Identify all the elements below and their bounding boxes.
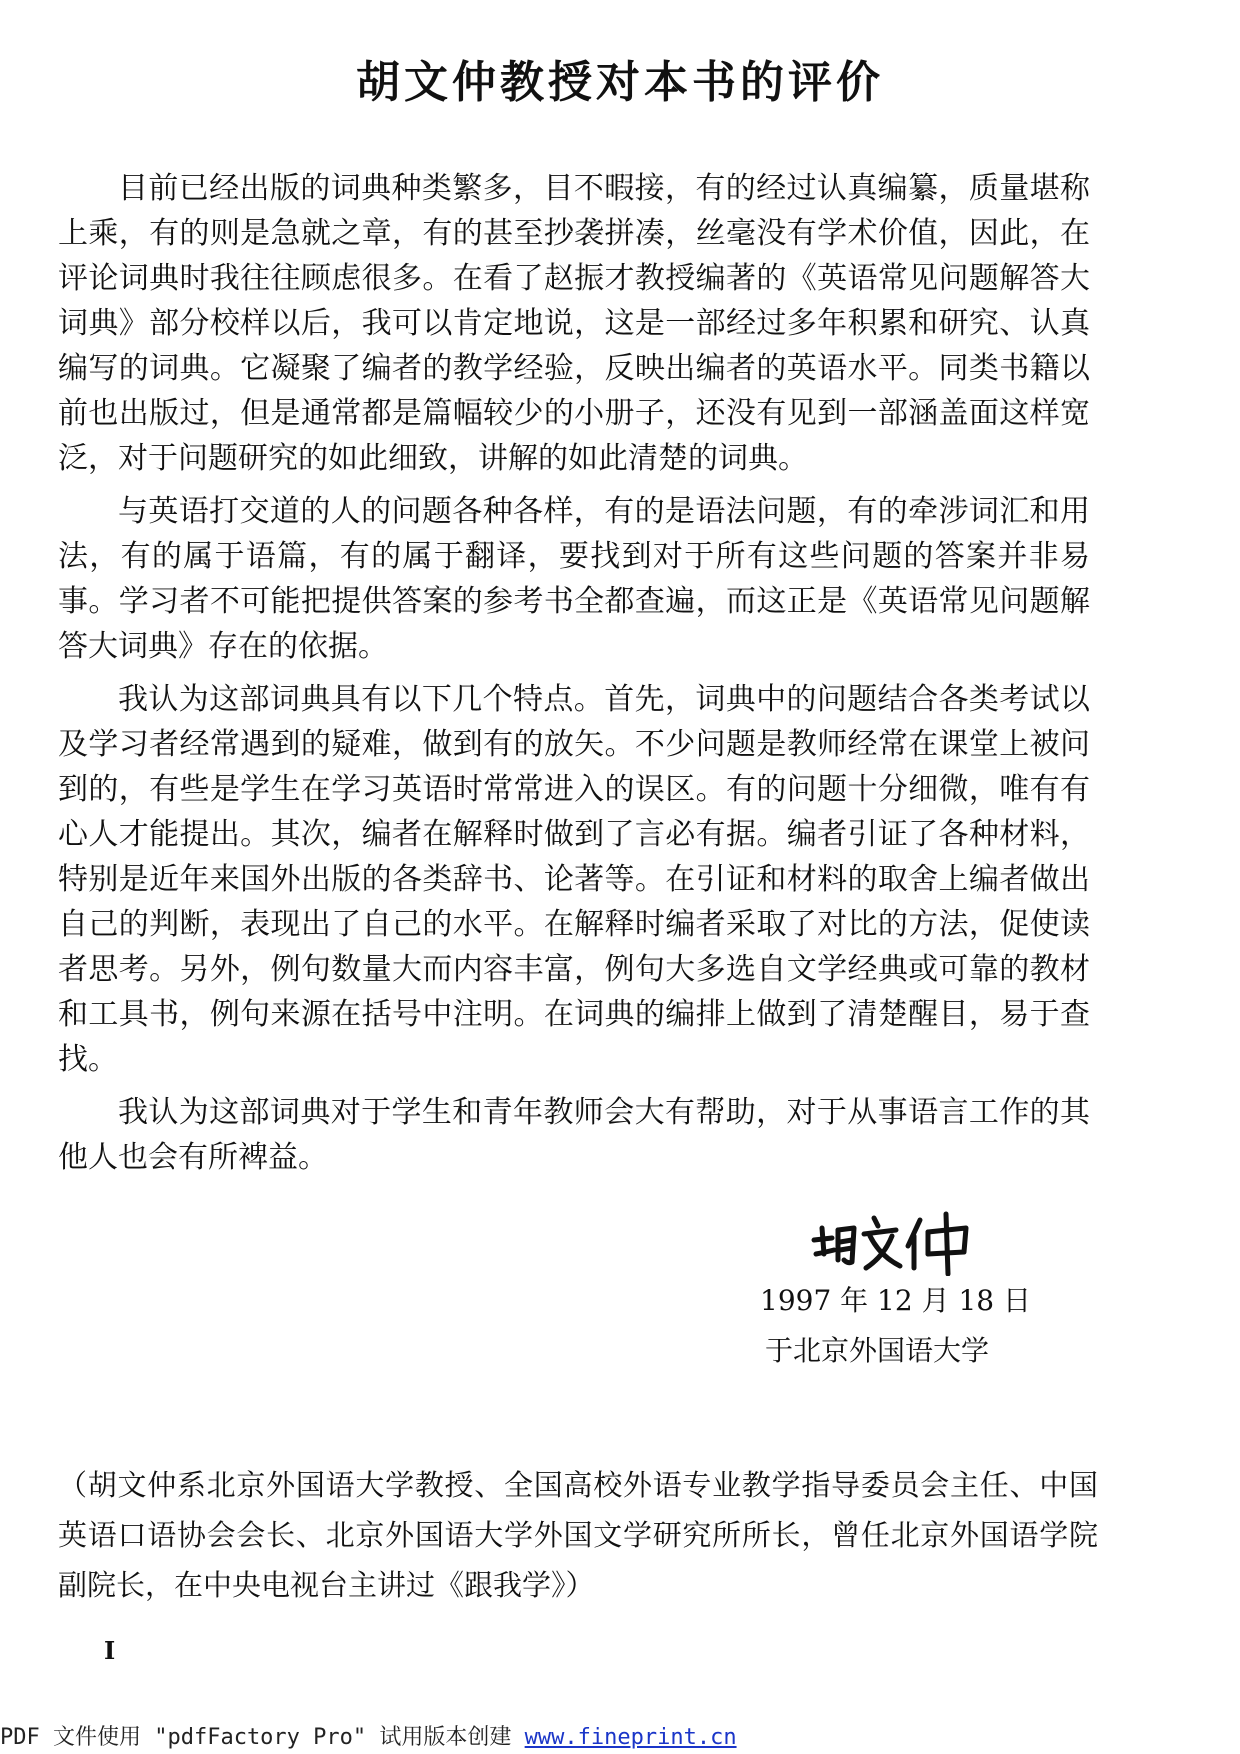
signature-block [760,1210,1090,1376]
pdf-footer [0,1720,737,1751]
paragraph-2: 与英语打交道的人的问题各种各样，有的是语法问题，有的牵涉词汇和用法，有的属于语篇，有的属于翻译，要找到对于所有这些问题的答案并非易事。学习者不可能把提供答案的参考书全都查遍，而这正是《英语常见问题解答大词典》存在的依据。 [58,494,1090,664]
body-text [58,166,1090,1188]
page-number: I [104,1636,116,1665]
paragraph-3: 我认为这部词典具有以下几个特点。首先，词典中的问题结合各类考试以及学习者经常遇到的疑难，做到有的放矢。不少问题是教师经常在课堂上被问到的，有些是学生在学习英语时常常进入的误区。有的问题十分细微，唯有有心人才能提出。其次，编者在解释时做到了言必有据。编者引证了各种材料，特别是近年来国外出版的各类辞书、论著等。在引证和材料的取舍上编者做出自己的判断，表现出了自己的水平。在解释时编者采取了对比的方法，促使读者思考。另外，例句数量大而内容丰富，例句大多选自文学经典或可靠的教材和工具书，例句来源在括号中注明。在词典的编排上做到了清楚醒目，易于查找。 [58,682,1090,1077]
signature-place: 于北京外国语大学 [765,1334,990,1367]
paragraph-4: 我认为这部词典对于学生和青年教师会大有帮助，对于从事语言工作的其他人也会有所裨益。 [58,1095,1090,1175]
footer-link[interactable]: www.fineprint.cn [524,1725,737,1750]
signature-date: 1997 年 12 月 18 日 [760,1284,1032,1317]
page-title: 胡文仲教授对本书的评价 [356,57,884,108]
handwritten-signature [808,1210,998,1276]
footer-text: PDF 文件使用 "pdfFactory Pro" 试用版本创建 [0,1725,525,1750]
author-note: （胡文仲系北京外国语大学教授、全国高校外语专业教学指导委员会主任、中国英语口语协会会长、北京外国语大学外国文学研究所所长，曾任北京外国语学院副院长，在中央电视台主讲过《跟我学》） [58,1468,1098,1602]
paragraph-1: 目前已经出版的词典种类繁多，目不暇接，有的经过认真编纂，质量堪称上乘，有的则是急就之章，有的甚至抄袭拼凑，丝毫没有学术价值，因此，在评论词典时我往往顾虑很多。在看了赵振才教授编著的《英语常见问题解答大词典》部分校样以后，我可以肯定地说，这是一部经过多年积累和研究、认真编写的词典。它凝聚了编者的教学经验，反映出编者的英语水平。同类书籍以前也出版过，但是通常都是篇幅较少的小册子，还没有见到一部涵盖面这样宽泛，对于问题研究的如此细致，讲解的如此清楚的词典。 [58,171,1090,476]
